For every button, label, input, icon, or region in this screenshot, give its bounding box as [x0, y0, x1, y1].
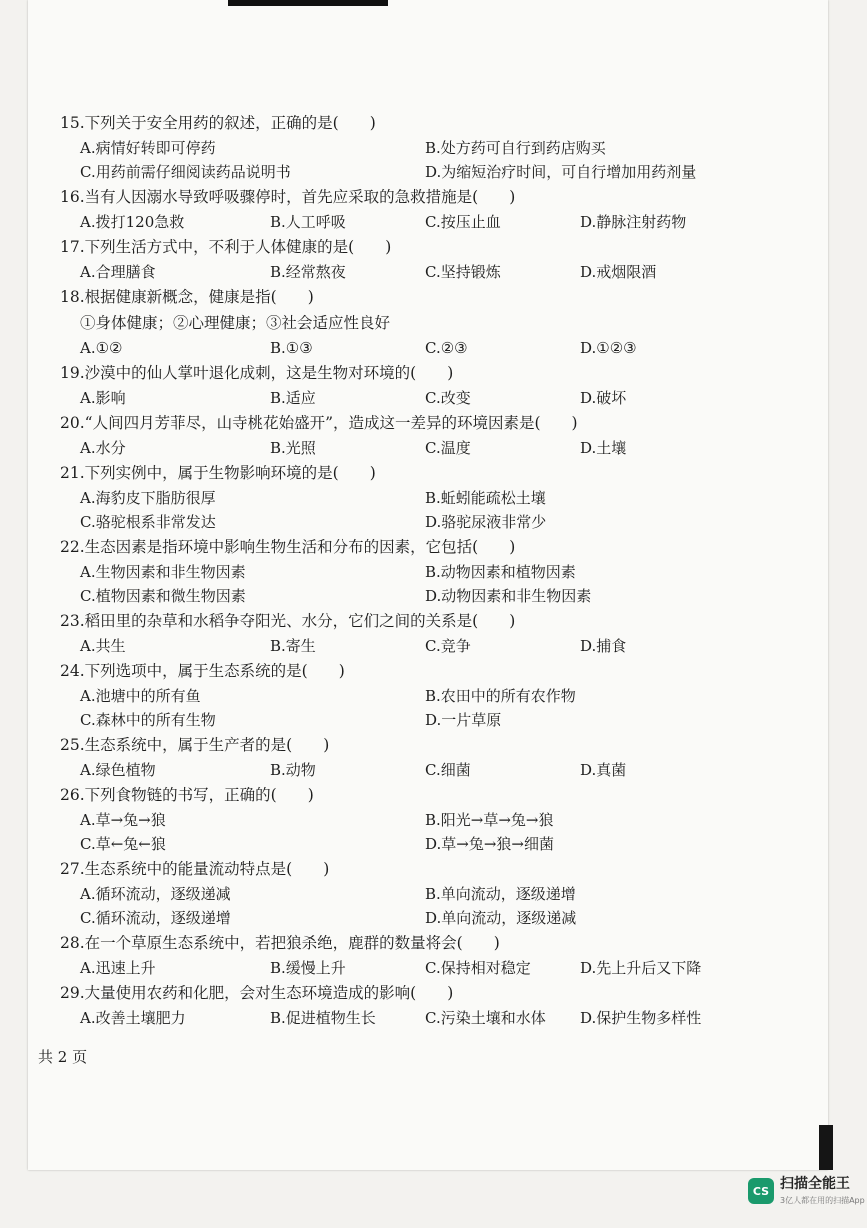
option-row — [60, 832, 800, 856]
question — [60, 534, 800, 608]
option-row — [60, 1006, 800, 1030]
option-row — [60, 136, 800, 160]
answer-option[interactable]: A.循环流动，逐级递减 — [80, 885, 231, 903]
answer-option[interactable]: C.按压止血 — [425, 213, 501, 231]
answer-option[interactable]: A.共生 — [80, 637, 126, 655]
option-row — [60, 436, 800, 460]
question — [60, 410, 800, 460]
camscanner-watermark — [748, 1176, 865, 1206]
option-row — [60, 882, 800, 906]
question-stem: 16.当有人因溺水导致呼吸骤停时，首先应采取的急救措施是( ) — [60, 188, 516, 206]
question — [60, 360, 800, 410]
answer-option[interactable]: D.捕食 — [580, 637, 627, 655]
answer-option[interactable]: A.草→兔→狼 — [80, 811, 166, 829]
camscanner-tagline: 3亿人都在用的扫描App — [780, 1196, 865, 1205]
answer-option[interactable]: D.草→兔→狼→细菌 — [425, 835, 554, 853]
answer-option[interactable]: B.人工呼吸 — [270, 213, 346, 231]
answer-option[interactable]: B.寄生 — [270, 637, 316, 655]
answer-option[interactable]: C.②③ — [425, 339, 468, 357]
answer-option[interactable]: B.①③ — [270, 339, 313, 357]
question — [60, 184, 800, 234]
question-stem: 18.根据健康新概念，健康是指( ) — [60, 288, 314, 306]
answer-option[interactable]: D.①②③ — [580, 339, 637, 357]
question-stem: 17.下列生活方式中，不利于人体健康的是( ) — [60, 238, 392, 256]
answer-option[interactable]: C.植物因素和微生物因素 — [80, 587, 246, 605]
option-row — [60, 160, 800, 184]
camscanner-name: 扫描全能王 — [780, 1176, 850, 1192]
answer-option[interactable]: B.促进植物生长 — [270, 1009, 376, 1027]
answer-option[interactable]: B.动物 — [270, 761, 316, 779]
answer-option[interactable]: A.改善土壤肥力 — [80, 1009, 186, 1027]
answer-option[interactable]: B.动物因素和植物因素 — [425, 563, 576, 581]
question — [60, 608, 800, 658]
option-row — [60, 386, 800, 410]
question — [60, 658, 800, 732]
answer-option[interactable]: D.戒烟限酒 — [580, 263, 657, 281]
answer-option[interactable]: A.拨打120急救 — [80, 213, 185, 231]
question-stem: 19.沙漠中的仙人掌叶退化成刺，这是生物对环境的( ) — [60, 364, 454, 382]
question — [60, 980, 800, 1030]
answer-option[interactable]: D.先上升后又下降 — [580, 959, 702, 977]
answer-option[interactable]: B.适应 — [270, 389, 316, 407]
scan-edge-mark — [228, 0, 388, 6]
option-row — [60, 684, 800, 708]
scan-shadow — [819, 1125, 833, 1170]
answer-option[interactable]: D.破坏 — [580, 389, 627, 407]
answer-option[interactable]: A.生物因素和非生物因素 — [80, 563, 246, 581]
question-stem: 29.大量使用农药和化肥，会对生态环境造成的影响( ) — [60, 984, 454, 1002]
question-stem: 22.生态因素是指环境中影响生物生活和分布的因素，它包括( ) — [60, 538, 516, 556]
answer-option[interactable]: D.静脉注射药物 — [580, 213, 687, 231]
question — [60, 782, 800, 856]
answer-option[interactable]: D.骆驼尿液非常少 — [425, 513, 547, 531]
answer-option[interactable]: C.循环流动，逐级递增 — [80, 909, 231, 927]
answer-option[interactable]: B.处方药可自行到药店购买 — [425, 139, 606, 157]
answer-option[interactable]: D.保护生物多样性 — [580, 1009, 702, 1027]
question-stem: 27.生态系统中的能量流动特点是( ) — [60, 860, 330, 878]
answer-option[interactable]: D.土壤 — [580, 439, 627, 457]
answer-option[interactable]: C.森林中的所有生物 — [80, 711, 216, 729]
answer-option[interactable]: C.草←兔←狼 — [80, 835, 166, 853]
option-row — [60, 584, 800, 608]
answer-option[interactable]: A.①② — [80, 339, 123, 357]
answer-option[interactable]: B.农田中的所有农作物 — [425, 687, 576, 705]
question-stem: 20.“人间四月芳菲尽，山寺桃花始盛开”，造成这一差异的环境因素是( ) — [60, 414, 578, 432]
answer-option[interactable]: B.缓慢上升 — [270, 959, 346, 977]
answer-option[interactable]: D.一片草原 — [425, 711, 502, 729]
answer-option[interactable]: C.温度 — [425, 439, 471, 457]
option-row — [60, 634, 800, 658]
question-statements: ①身体健康；②心理健康；③社会适应性良好 — [80, 314, 391, 332]
answer-option[interactable]: A.迅速上升 — [80, 959, 156, 977]
option-row — [60, 510, 800, 534]
option-row — [60, 758, 800, 782]
answer-option[interactable]: A.海豹皮下脂肪很厚 — [80, 489, 216, 507]
option-row — [60, 486, 800, 510]
question — [60, 284, 800, 360]
answer-option[interactable]: C.竞争 — [425, 637, 471, 655]
option-row — [60, 906, 800, 930]
question-stem: 21.下列实例中，属于生物影响环境的是( ) — [60, 464, 376, 482]
answer-option[interactable]: A.影响 — [80, 389, 126, 407]
answer-option[interactable]: D.为缩短治疗时间，可自行增加用药剂量 — [425, 163, 697, 181]
answer-option[interactable]: A.水分 — [80, 439, 126, 457]
question-stem: 15.下列关于安全用药的叙述，正确的是( ) — [60, 114, 376, 132]
question — [60, 930, 800, 980]
answer-option[interactable]: B.光照 — [270, 439, 316, 457]
question — [60, 234, 800, 284]
answer-option[interactable]: D.动物因素和非生物因素 — [425, 587, 592, 605]
question — [60, 732, 800, 782]
camscanner-logo-icon: CS — [748, 1178, 774, 1204]
option-row — [60, 210, 800, 234]
option-row — [60, 708, 800, 732]
question — [60, 856, 800, 930]
option-row — [60, 260, 800, 284]
option-row — [60, 956, 800, 980]
question-stem: 24.下列选项中，属于生态系统的是( ) — [60, 662, 345, 680]
answer-option[interactable]: A.绿色植物 — [80, 761, 156, 779]
answer-option[interactable]: C.改变 — [425, 389, 471, 407]
answer-option[interactable]: B.阳光→草→兔→狼 — [425, 811, 554, 829]
answer-option[interactable]: C.细菌 — [425, 761, 471, 779]
answer-option[interactable]: B.单向流动，逐级递增 — [425, 885, 576, 903]
question-stem: 26.下列食物链的书写，正确的( ) — [60, 786, 314, 804]
answer-option[interactable]: C.保持相对稳定 — [425, 959, 531, 977]
answer-option[interactable]: C.骆驼根系非常发达 — [80, 513, 216, 531]
answer-option[interactable]: A.合理膳食 — [80, 263, 156, 281]
question — [60, 110, 800, 184]
option-row — [60, 560, 800, 584]
question — [60, 460, 800, 534]
answer-option[interactable]: C.坚持锻炼 — [425, 263, 501, 281]
option-row — [60, 336, 800, 360]
answer-option[interactable]: D.单向流动，逐级递减 — [425, 909, 577, 927]
question-stem: 25.生态系统中，属于生产者的是( ) — [60, 736, 330, 754]
answer-option[interactable]: C.用药前需仔细阅读药品说明书 — [80, 163, 291, 181]
question-stem: 23.稻田里的杂草和水稻争夺阳光、水分，它们之间的关系是( ) — [60, 612, 516, 630]
answer-option[interactable]: D.真菌 — [580, 761, 627, 779]
answer-option[interactable]: B.蚯蚓能疏松土壤 — [425, 489, 546, 507]
answer-option[interactable]: A.池塘中的所有鱼 — [80, 687, 201, 705]
answer-option[interactable]: C.污染土壤和水体 — [425, 1009, 546, 1027]
question-stem: 28.在一个草原生态系统中，若把狼杀绝，鹿群的数量将会( ) — [60, 934, 500, 952]
option-row — [60, 808, 800, 832]
answer-option[interactable]: A.病情好转即可停药 — [80, 139, 216, 157]
page-count: 共 2 页 — [38, 1048, 88, 1066]
answer-option[interactable]: B.经常熬夜 — [270, 263, 346, 281]
question-list — [60, 110, 800, 1030]
